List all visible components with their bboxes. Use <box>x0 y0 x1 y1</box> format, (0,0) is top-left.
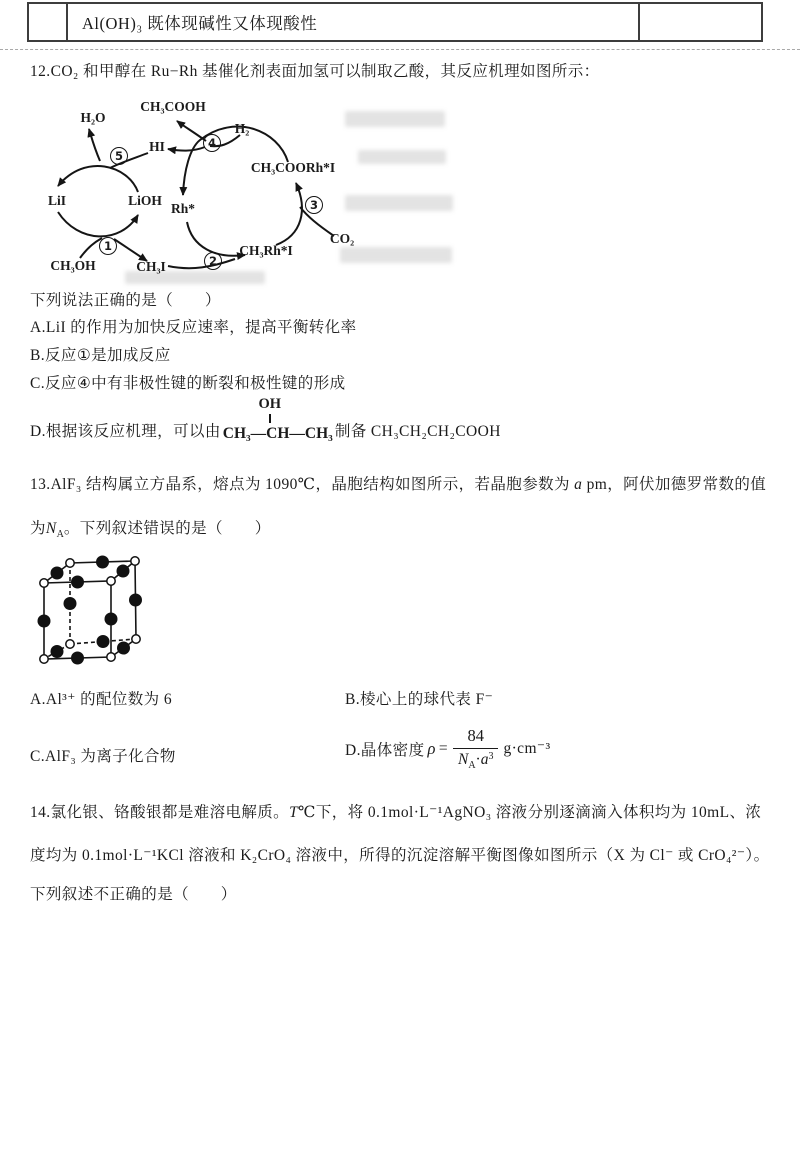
na-symbol: N <box>457 751 469 768</box>
q13-option-b: B.棱心上的球代表 F⁻ <box>345 691 494 708</box>
avogadro-subscript: A <box>56 529 64 540</box>
structure-chain: CH₃—CH—CH₃ <box>222 424 333 442</box>
table-cell-empty <box>29 4 68 40</box>
label-ch3cooh: CH₃COOH <box>140 99 206 114</box>
label-h2o: H₂O <box>80 110 106 125</box>
cell-parameter-a: a <box>574 476 583 493</box>
step-1-badge: 1 <box>99 237 117 255</box>
label-hi: HI <box>149 139 165 154</box>
q13-unit-cell-diagram <box>30 553 160 673</box>
fraction-numerator: 84 <box>467 726 484 745</box>
label-co2: CO₂ <box>329 231 355 246</box>
label-ch3coorh-i: CH₃COORh*I <box>250 160 336 175</box>
q13-option-d <box>345 726 551 771</box>
answer-table <box>27 2 763 42</box>
q12-stem: 12.CO₂ 和甲醇在 Ru−Rh 基催化剂表面加氢可以制取乙酸，其反应机理如图所示： <box>30 63 600 80</box>
q13-option-d-prefix: D.晶体密度 <box>345 741 425 759</box>
label-ch3i: CH₃I <box>136 259 166 274</box>
q12-option-b: B.反应①是加成反应 <box>30 347 171 364</box>
q12-option-c: C.反应④中有非极性键的断裂和极性键的形成 <box>30 375 346 392</box>
scan-artifact <box>345 111 445 127</box>
label-lii: LiI <box>47 193 67 208</box>
na-subscript: A <box>468 760 476 771</box>
density-unit: g·cm⁻³ <box>503 740 551 757</box>
q14-line2: 度均为 0.1mol·L⁻¹KCl 溶液和 K₂CrO₄ 溶液中，所得的沉淀溶解平衡图像如图所示（X 为 Cl⁻ 或 CrO₄²⁻）。 <box>30 847 770 864</box>
step-2-badge: 2 <box>204 252 222 270</box>
avogadro-symbol: N <box>45 520 57 537</box>
q13-stem-line2-post: 。下列叙述错误的是（ ） <box>63 520 271 537</box>
q13-option-c: C.AlF₃ 为离子化合物 <box>30 748 176 765</box>
q14-line1 <box>30 802 761 823</box>
a-symbol: a <box>480 751 489 768</box>
label-ch3rh-i: CH₃Rh*I <box>239 243 293 258</box>
q14-line1-pre: 14.氯化银、铬酸银都是难溶电解质。 <box>30 804 290 821</box>
q13-stem-line1-pre: 13.AlF₃ 结构属立方晶系，熔点为 1090℃，晶胞结构如图所示，若晶胞参数为 <box>30 476 575 493</box>
q13-stem-line2-pre: 为 <box>30 520 46 537</box>
dot-operator: · <box>475 751 481 768</box>
step-5-badge: 5 <box>110 147 128 165</box>
fraction-denominator <box>453 748 499 771</box>
step-3-badge: 3 <box>305 196 323 214</box>
q12-option-d-suffix: 制备 CH₃CH₂CH₂COOH <box>334 423 501 440</box>
q13-stem-line1 <box>30 474 766 495</box>
scan-artifact <box>340 247 452 263</box>
equals-sign: = <box>438 739 448 757</box>
section-divider <box>0 49 800 50</box>
label-ch3oh: CH₃OH <box>50 258 96 273</box>
density-fraction <box>453 726 499 771</box>
q14-line1-post: ℃下，将 0.1mol·L⁻¹AgNO₃ 溶液分别逐滴滴入体积均为 10mL、浓 <box>298 804 762 821</box>
unit-cell-svg <box>30 553 160 668</box>
temperature-symbol: T <box>289 804 299 821</box>
scan-artifact <box>345 195 453 211</box>
q12-option-d-prefix: D.根据该反应机理，可以由 <box>30 423 221 440</box>
q12-mechanism-diagram <box>40 95 460 291</box>
isopropanol-structure <box>223 397 333 441</box>
q13-option-a: A.Al³⁺ 的配位数为 6 <box>30 691 172 708</box>
q13-stem-line2 <box>30 518 271 545</box>
table-cell-blank <box>638 4 761 40</box>
structure-oh-group: OH <box>258 396 282 412</box>
q12-option-d <box>30 397 501 441</box>
statement-text: Al(OH)₃ 既体现碱性又体现酸性 <box>82 14 318 33</box>
label-h2: H₂ <box>234 121 250 136</box>
a-exponent: 3 <box>488 751 494 762</box>
q12-question: 下列说法正确的是（ ） <box>30 292 221 309</box>
scan-artifact <box>358 150 446 164</box>
q14-line3: 下列叙述不正确的是（ ） <box>30 886 237 903</box>
structure-bond <box>269 414 271 423</box>
fluoride-edge-atoms <box>38 556 143 665</box>
table-cell-statement <box>68 4 638 40</box>
density-symbol: ρ <box>427 738 436 758</box>
label-rh: Rh* <box>170 201 196 216</box>
step-4-badge: 4 <box>203 134 221 152</box>
q12-option-a: A.LiI 的作用为加快反应速率，提高平衡转化率 <box>30 319 357 336</box>
q13-stem-line1-post: pm，阿伏加德罗常数的值 <box>582 476 767 493</box>
label-lioh: LiOH <box>128 193 162 208</box>
